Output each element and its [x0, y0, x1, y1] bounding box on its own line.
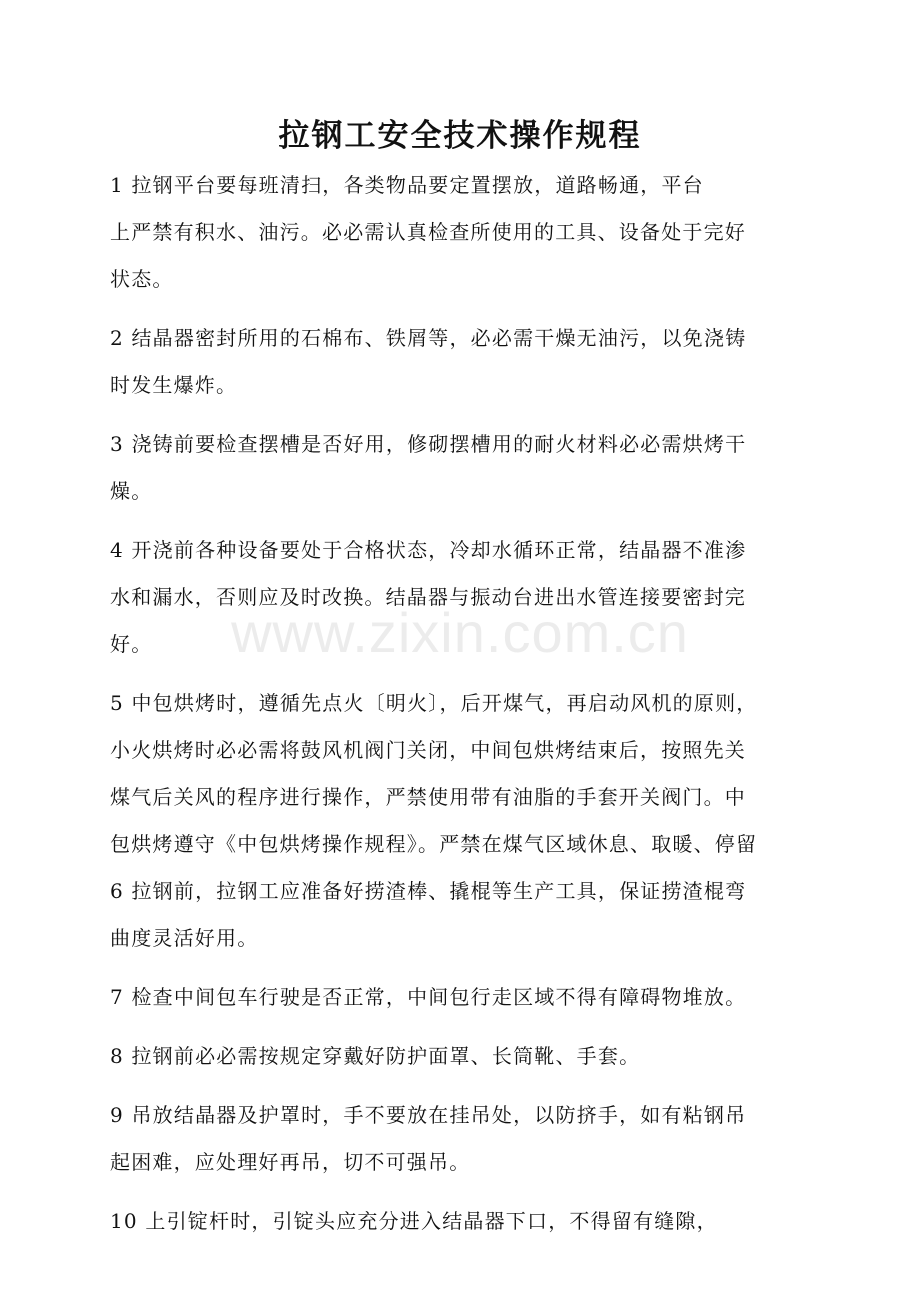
text-line: 7 检查中间包车行驶是否正常，中间包行走区域不得有障碍物堆放。 [110, 985, 747, 1009]
page-title: 拉钢工安全技术操作规程 [278, 118, 642, 154]
text-line: 小火烘烤时必必需将鼓风机阀门关闭，中间包烘烤结束后，按照先关 [110, 738, 746, 762]
text-line: 9 吊放结晶器及护罩时，手不要放在挂吊处，以防挤手，如有粘钢吊 [110, 1103, 747, 1127]
watermark: www.zixin.com.cn [231, 601, 689, 664]
text-line: 2 结晶器密封所用的石棉布、铁屑等，必必需干燥无油污，以免浇铸 [110, 326, 747, 350]
text-line: 好。 [110, 632, 153, 656]
text-line: 包烘烤遵守《中包烘烤操作规程》。严禁在煤气区域休息、取暖、停留 [110, 832, 758, 856]
text-line: 6 拉钢前，拉钢工应准备好捞渣棒、撬棍等生产工具，保证捞渣棍弯 [110, 879, 747, 903]
text-line: 煤气后关风的程序进行操作，严禁使用带有油脂的手套开关阀门。中 [110, 785, 746, 809]
text-line: 起困难，应处理好再吊，切不可强吊。 [110, 1150, 471, 1174]
text-line: 3 浇铸前要检查摆槽是否好用，修砌摆槽用的耐火材料必必需烘烤干 [110, 432, 747, 456]
text-line: 曲度灵活好用。 [110, 926, 259, 950]
text-line: 状态。 [110, 267, 174, 291]
document-body [110, 162, 822, 1245]
text-line: 5 中包烘烤时，遵循先点火〔明火〕，后开煤气，再启动风机的原则， [110, 691, 758, 715]
text-line: 时发生爆炸。 [110, 373, 238, 397]
text-line: 8 拉钢前必必需按规定穿戴好防护面罩、长筒靴、手套。 [110, 1044, 641, 1068]
text-line: 上严禁有积水、油污。必必需认真检查所使用的工具、设备处于完好 [110, 220, 746, 244]
text-line: 水和漏水，否则应及时改换。结晶器与振动台进出水管连接要密封完 [110, 585, 746, 609]
text-line: 4 开浇前各种设备要处于合格状态，冷却水循环正常，结晶器不准渗 [110, 538, 747, 562]
text-line: 1 拉钢平台要每班清扫，各类物品要定置摆放，道路畅通，平台 [110, 173, 704, 197]
text-line: 燥。 [110, 479, 153, 503]
text-line: 10 上引锭杆时，引锭头应充分进入结晶器下口，不得留有缝隙， [110, 1209, 718, 1233]
